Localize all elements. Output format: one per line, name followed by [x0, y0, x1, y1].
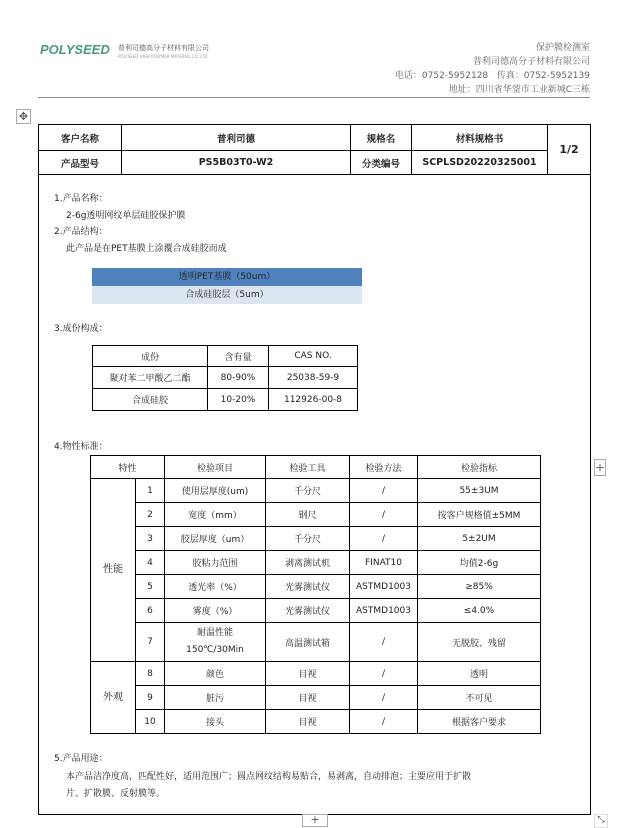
cell: 千分尺 [266, 479, 350, 503]
customer-label: 客户名称 [39, 125, 122, 151]
cell: 25038-59-9 [269, 367, 358, 389]
cell: 6 [136, 599, 165, 623]
cell: 无脱胶、残留 [418, 623, 541, 662]
cell: 透光率（%） [165, 575, 266, 599]
cell: FINAT10 [350, 551, 418, 575]
table-row [91, 623, 541, 662]
header-cell: 检验方法 [350, 456, 418, 479]
s1-text: 2-6g透明网纹单层硅胶保护膜 [66, 211, 186, 221]
cell: 7 [136, 623, 165, 662]
spec-label: 规格名 [351, 125, 412, 151]
cell: 钢尺 [266, 503, 350, 527]
cell: 10-20% [208, 389, 269, 411]
cell: ASTMD1003 [350, 575, 418, 599]
cell: 10 [136, 710, 165, 734]
s2-title: 2.产品结构： [54, 227, 108, 237]
cell: 目视 [266, 662, 350, 686]
cell: ≤4.0% [418, 599, 541, 623]
composition-table [92, 345, 358, 411]
layer-silicone: 合成硅胶层（5um） [92, 286, 362, 304]
header-cell: CAS NO. [269, 346, 358, 367]
cell: 2 [136, 503, 165, 527]
group-cell: 性能 [91, 479, 136, 662]
spec-value: 材料规格书 [412, 125, 548, 151]
cell: / [350, 527, 418, 551]
cell: 3 [136, 527, 165, 551]
cell: 剥离测试机 [266, 551, 350, 575]
header-cell: 成份 [93, 346, 208, 367]
table-row [91, 527, 541, 551]
cell: 112926-00-8 [269, 389, 358, 411]
cell: 均值2-6g [418, 551, 541, 575]
s5-line1: 本产品洁净度高，匹配性好，适用范围广；圆点网纹结构易贴合，易剥离，自动排泡；主要应用于扩散 [66, 772, 472, 782]
resize-icon[interactable]: ⤡ [594, 814, 608, 828]
s3-title: 3.成份构成： [54, 324, 108, 334]
cell: 不可见 [418, 686, 541, 710]
cell: / [350, 479, 418, 503]
table-row [91, 479, 541, 503]
class-value: SCPLSD20220325001 [412, 151, 548, 175]
cell: 8 [136, 662, 165, 686]
cell: 胶粘力范围 [165, 551, 266, 575]
cell: 聚对苯二甲酸乙二酯 [93, 367, 208, 389]
header-cell: 检验指标 [418, 456, 541, 479]
cell: 胶层厚度（um） [165, 527, 266, 551]
cell: 5 [136, 575, 165, 599]
cell: 接头 [165, 710, 266, 734]
s1-title: 1.产品名称： [54, 194, 108, 204]
header-divider [38, 97, 590, 98]
cell: 光雾测试仪 [266, 575, 350, 599]
class-label: 分类编号 [351, 151, 412, 175]
cell: 颜色 [165, 662, 266, 686]
cell: / [350, 710, 418, 734]
cell: 使用层厚度(um) [165, 479, 266, 503]
logo-cn: 普利司德高分子材料有限公司 [118, 44, 209, 52]
cell: 目视 [266, 686, 350, 710]
cell: 光雾测试仪 [266, 599, 350, 623]
cell: / [350, 503, 418, 527]
cell: 耐温性能 150℃/30Min [165, 623, 266, 662]
cell: / [350, 662, 418, 686]
s2-text: 此产品是在PET基膜上涂覆合成硅胶而成 [66, 244, 227, 254]
dept: 保护膜检测室 [535, 43, 590, 53]
logo-en: POLYSEED HIGH POLYMER MATERIAL CO.,LTD [118, 54, 208, 59]
cell: / [350, 623, 418, 662]
table-row [91, 551, 541, 575]
group-cell: 外观 [91, 662, 136, 734]
cell: 55±3UM [418, 479, 541, 503]
header-cell: 检验工具 [266, 456, 350, 479]
s4-title: 4.物性标准： [54, 442, 108, 452]
header-cell: 检验项目 [165, 456, 266, 479]
add-row-button[interactable]: + [302, 814, 328, 827]
customer-value: 普利司德 [122, 125, 351, 151]
cell: / [350, 686, 418, 710]
cell: 千分尺 [266, 527, 350, 551]
table-row [93, 367, 358, 389]
phone: 电话：0752-5952128 [394, 71, 489, 81]
info-table [38, 124, 591, 175]
cell: 按客户规格值±5MM [418, 503, 541, 527]
logo-brand: POLYSEED [40, 42, 110, 57]
add-column-button[interactable]: + [595, 461, 605, 474]
cell: 1 [136, 479, 165, 503]
table-move-handle-icon[interactable]: ✥ [16, 109, 31, 124]
contact [395, 68, 590, 81]
cell: 透明 [418, 662, 541, 686]
cell: ≥85% [418, 575, 541, 599]
page-number: 1/2 [548, 125, 591, 175]
cell: 脏污 [165, 686, 266, 710]
header-cell: 特性 [91, 456, 165, 479]
cell: 雾度（%） [165, 599, 266, 623]
table-row [93, 389, 358, 411]
company-name: 普利司德高分子材料有限公司 [472, 57, 590, 67]
table-row [91, 686, 541, 710]
cell: 80-90% [208, 367, 269, 389]
table-row [91, 503, 541, 527]
address: 地址：四川省华蓥市工业新城C三栋 [448, 85, 590, 95]
s5-title: 5.产品用途： [54, 754, 108, 764]
property-table [90, 455, 541, 734]
cell: 9 [136, 686, 165, 710]
cell: 目视 [266, 710, 350, 734]
cell: 高温测试箱 [266, 623, 350, 662]
cell: 5±2UM [418, 527, 541, 551]
table-row [91, 710, 541, 734]
company-logo [40, 24, 209, 66]
cell: 宽度（mm） [165, 503, 266, 527]
table-row [91, 575, 541, 599]
table-row [91, 662, 541, 686]
cell: 4 [136, 551, 165, 575]
model-label: 产品型号 [39, 151, 122, 175]
layer-pet: 透明PET基膜（50um） [92, 268, 362, 286]
cell: 合成硅胶 [93, 389, 208, 411]
table-row [91, 599, 541, 623]
s5-line2: 片、扩散膜、反射膜等。 [66, 789, 166, 799]
fax: 传真：0752-5952139 [496, 71, 590, 81]
header-cell: 含有量 [208, 346, 269, 367]
cell: 根据客户要求 [418, 710, 541, 734]
cell: ASTMD1003 [350, 599, 418, 623]
model-value: PS5B03T0-W2 [122, 151, 351, 175]
